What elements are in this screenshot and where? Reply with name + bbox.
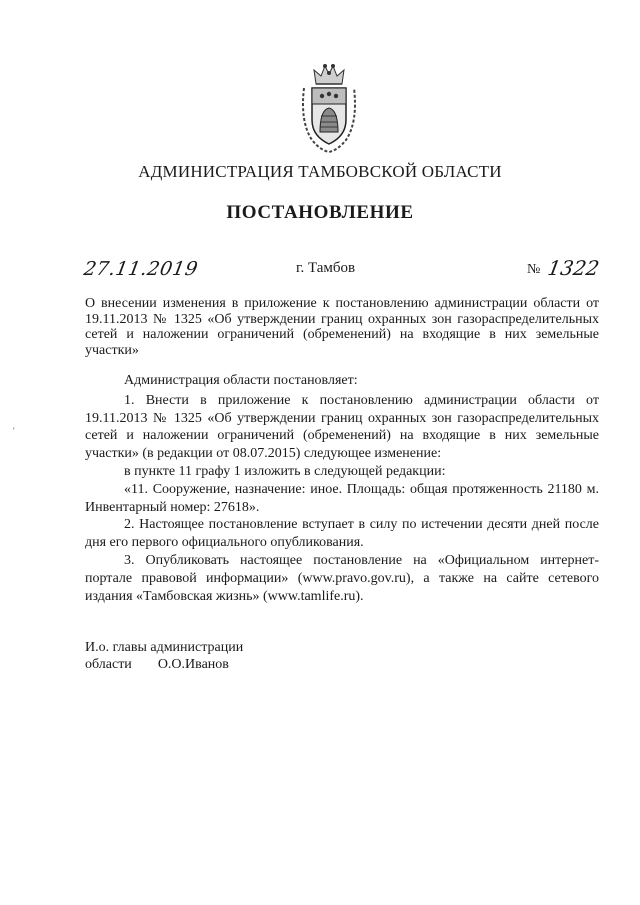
body-paragraph: 2. Настоящее постановление вступает в силу по истечении десяти дней после дня его первого официального опубликования. [85, 517, 599, 551]
document-number: 1322 [545, 256, 602, 280]
body-preamble: Администрация области постановляет: [124, 373, 358, 388]
document-city: г. Тамбов [296, 260, 356, 276]
document-body [85, 372, 599, 605]
body-paragraph: в пункте 11 графу 1 изложить в следующей редакции: [124, 463, 446, 479]
organization-name: АДМИНИСТРАЦИЯ ТАМБОВСКОЙ ОБЛАСТИ [138, 162, 502, 181]
document-date: 27.11.2019 [82, 258, 200, 280]
document-subject: О внесении изменения в приложение к постановлению администрации области от 19.11.2013 № 1325 «Об утверждении границ охранных зон газораспределительных сетей и наложении ограничений (обременений) на входящие в них земельные участки» [85, 296, 599, 358]
signature-block [85, 639, 243, 673]
body-paragraph: 1. Внести в приложение к постановлению администрации области от 19.11.2013 № 1325 «Об утверждении границ охранных зон газораспределительных сетей и наложении ограничений (обременений) на входящие в них земельные участки» (в редакции от 08.07.2015) следующее изменение: [85, 392, 599, 462]
body-paragraph: 3. Опубликовать настоящее постановление на «Официальном интернет-портале правовой информации» (www.pravo.gov.ru), а также на сайте сетевого издания «Тамбовская жизнь» (www.tamlife.ru). [85, 552, 599, 604]
signer-position: И.о. главы администрации [85, 640, 244, 655]
margin-mark: ' [13, 426, 15, 436]
signer-position-cont: области [85, 657, 132, 672]
number-label: № [527, 262, 541, 277]
body-paragraph: «11. Сооружение, назначение: иное. Площадь: общая протяженность 21180 м. Инвентарный номер: 27618». [85, 481, 599, 515]
signer-name: О.О.Иванов [157, 657, 229, 672]
coat-of-arms-emblem [298, 62, 360, 154]
document-type-title: ПОСТАНОВЛЕНИЕ [226, 202, 414, 223]
